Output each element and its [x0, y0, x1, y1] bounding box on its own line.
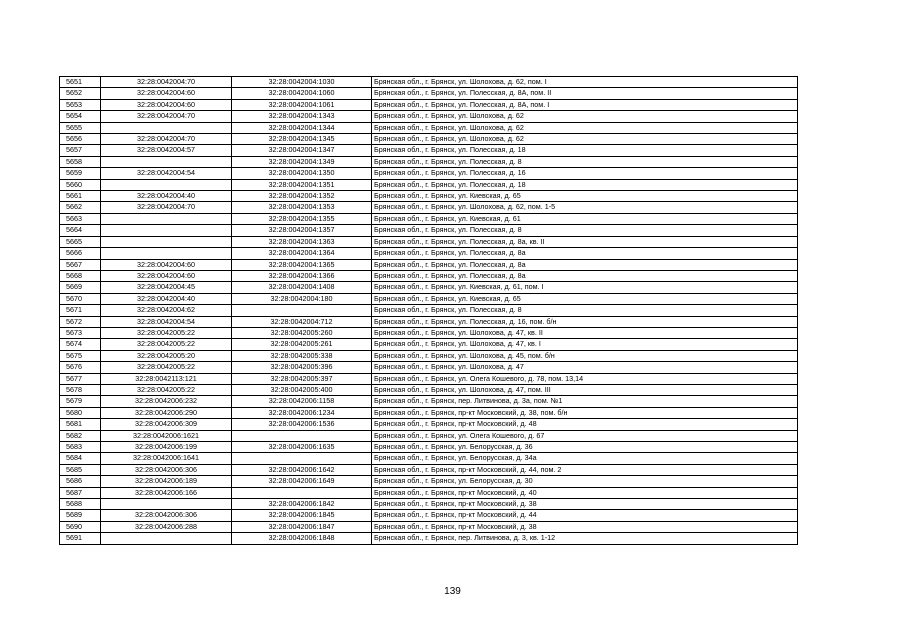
land-cadastral-number-cell: 32:28:0042005:22	[101, 339, 232, 350]
object-cadastral-number-cell: 32:28:0042004:1350	[232, 168, 372, 179]
land-cadastral-number-cell: 32:28:0042006:309	[101, 419, 232, 430]
object-cadastral-number-cell: 32:28:0042006:1635	[232, 442, 372, 453]
object-cadastral-number-cell: 32:28:0042004:1365	[232, 259, 372, 270]
object-cadastral-number-cell: 32:28:0042004:1349	[232, 156, 372, 167]
land-cadastral-number-cell: 32:28:0042006:1621	[101, 430, 232, 441]
land-cadastral-number-cell: 32:28:0042004:60	[101, 99, 232, 110]
land-cadastral-number-cell: 32:28:0042004:54	[101, 316, 232, 327]
address-cell: Брянская обл., г. Брянск, ул. Белорусская, д. 30	[372, 476, 798, 487]
address-cell: Брянская обл., г. Брянск, ул. Полесская, д. 18	[372, 179, 798, 190]
land-cadastral-number-cell	[101, 236, 232, 247]
land-cadastral-number-cell	[101, 248, 232, 259]
page-number: 139	[444, 586, 461, 597]
object-cadastral-number-cell: 32:28:0042006:1649	[232, 476, 372, 487]
row-number-cell: 5686	[60, 476, 101, 487]
land-cadastral-number-cell: 32:28:0042004:70	[101, 111, 232, 122]
row-number-cell: 5673	[60, 327, 101, 338]
table-row	[60, 396, 798, 407]
table-row	[60, 316, 798, 327]
address-cell: Брянская обл., г. Брянск, ул. Шолохова, д. 47, кв. I	[372, 339, 798, 350]
object-cadastral-number-cell: 32:28:0042004:1344	[232, 122, 372, 133]
object-cadastral-number-cell: 32:28:0042004:1363	[232, 236, 372, 247]
address-cell: Брянская обл., г. Брянск, ул. Шолохова, д. 62	[372, 134, 798, 145]
registry-table	[59, 76, 798, 545]
land-cadastral-number-cell: 32:28:0042006:306	[101, 510, 232, 521]
land-cadastral-number-cell: 32:28:0042004:40	[101, 293, 232, 304]
table-row	[60, 510, 798, 521]
object-cadastral-number-cell: 32:28:0042005:396	[232, 362, 372, 373]
row-number-cell: 5658	[60, 156, 101, 167]
table-row	[60, 122, 798, 133]
land-cadastral-number-cell	[101, 225, 232, 236]
row-number-cell: 5665	[60, 236, 101, 247]
object-cadastral-number-cell: 32:28:0042006:1848	[232, 533, 372, 544]
land-cadastral-number-cell: 32:28:0042004:62	[101, 305, 232, 316]
table-row	[60, 305, 798, 316]
land-cadastral-number-cell	[101, 156, 232, 167]
table-row	[60, 362, 798, 373]
land-cadastral-number-cell: 32:28:0042004:60	[101, 270, 232, 281]
address-cell: Брянская обл., г. Брянск, ул. Киевская, д. 61	[372, 213, 798, 224]
land-cadastral-number-cell: 32:28:0042004:60	[101, 88, 232, 99]
object-cadastral-number-cell	[232, 487, 372, 498]
address-cell: Брянская обл., г. Брянск, ул. Полесская, д. 8а	[372, 270, 798, 281]
row-number-cell: 5666	[60, 248, 101, 259]
land-cadastral-number-cell: 32:28:0042004:70	[101, 202, 232, 213]
land-cadastral-number-cell: 32:28:0042004:45	[101, 282, 232, 293]
row-number-cell: 5657	[60, 145, 101, 156]
object-cadastral-number-cell: 32:28:0042006:1536	[232, 419, 372, 430]
row-number-cell: 5662	[60, 202, 101, 213]
row-number-cell: 5689	[60, 510, 101, 521]
table-row	[60, 225, 798, 236]
row-number-cell: 5669	[60, 282, 101, 293]
table-row	[60, 88, 798, 99]
address-cell: Брянская обл., г. Брянск, ул. Полесская, д. 8А, пом. II	[372, 88, 798, 99]
table-row	[60, 430, 798, 441]
table-row	[60, 145, 798, 156]
land-cadastral-number-cell	[101, 499, 232, 510]
object-cadastral-number-cell: 32:28:0042004:1408	[232, 282, 372, 293]
address-cell: Брянская обл., г. Брянск, пр-кт Московский, д. 40	[372, 487, 798, 498]
address-cell: Брянская обл., г. Брянск, ул. Полесская, д. 16, пом. б/н	[372, 316, 798, 327]
table-row	[60, 499, 798, 510]
table-body	[60, 77, 798, 545]
table-row	[60, 373, 798, 384]
row-number-cell: 5683	[60, 442, 101, 453]
row-number-cell: 5664	[60, 225, 101, 236]
object-cadastral-number-cell: 32:28:0042004:1352	[232, 191, 372, 202]
row-number-cell: 5653	[60, 99, 101, 110]
land-cadastral-number-cell: 32:28:0042004:40	[101, 191, 232, 202]
address-cell: Брянская обл., г. Брянск, ул. Полесская, д. 18	[372, 145, 798, 156]
row-number-cell: 5679	[60, 396, 101, 407]
object-cadastral-number-cell: 32:28:0042004:1364	[232, 248, 372, 259]
table-row	[60, 99, 798, 110]
table-row	[60, 282, 798, 293]
address-cell: Брянская обл., г. Брянск, ул. Шолохова, д. 62, пом. I	[372, 77, 798, 88]
table-row	[60, 259, 798, 270]
row-number-cell: 5681	[60, 419, 101, 430]
land-cadastral-number-cell: 32:28:0042004:70	[101, 134, 232, 145]
land-cadastral-number-cell: 32:28:0042004:60	[101, 259, 232, 270]
land-cadastral-number-cell: 32:28:0042006:1641	[101, 453, 232, 464]
address-cell: Брянская обл., г. Брянск, ул. Шолохова, д. 62	[372, 111, 798, 122]
address-cell: Брянская обл., г. Брянск, ул. Киевская, д. 65	[372, 191, 798, 202]
table-row	[60, 179, 798, 190]
address-cell: Брянская обл., г. Брянск, ул. Полесская, д. 8	[372, 305, 798, 316]
object-cadastral-number-cell: 32:28:0042005:260	[232, 327, 372, 338]
object-cadastral-number-cell: 32:28:0042004:1345	[232, 134, 372, 145]
address-cell: Брянская обл., г. Брянск, ул. Шолохова, д. 62, пом. 1-5	[372, 202, 798, 213]
table-row	[60, 202, 798, 213]
row-number-cell: 5656	[60, 134, 101, 145]
land-cadastral-number-cell: 32:28:0042005:22	[101, 362, 232, 373]
address-cell: Брянская обл., г. Брянск, ул. Полесская, д. 16	[372, 168, 798, 179]
table-row	[60, 77, 798, 88]
row-number-cell: 5667	[60, 259, 101, 270]
table-row	[60, 407, 798, 418]
row-number-cell: 5687	[60, 487, 101, 498]
row-number-cell: 5674	[60, 339, 101, 350]
object-cadastral-number-cell: 32:28:0042006:1842	[232, 499, 372, 510]
land-cadastral-number-cell: 32:28:0042004:57	[101, 145, 232, 156]
land-cadastral-number-cell: 32:28:0042006:166	[101, 487, 232, 498]
address-cell: Брянская обл., г. Брянск, ул. Шолохова, д. 47	[372, 362, 798, 373]
land-cadastral-number-cell: 32:28:0042006:288	[101, 521, 232, 532]
table-row	[60, 476, 798, 487]
land-cadastral-number-cell	[101, 533, 232, 544]
table-row	[60, 248, 798, 259]
object-cadastral-number-cell: 32:28:0042006:1845	[232, 510, 372, 521]
address-cell: Брянская обл., г. Брянск, пр-кт Московский, д. 44	[372, 510, 798, 521]
object-cadastral-number-cell: 32:28:0042004:1030	[232, 77, 372, 88]
address-cell: Брянская обл., г. Брянск, пер. Литвинова, д. 3, кв. 1-12	[372, 533, 798, 544]
object-cadastral-number-cell: 32:28:0042004:1357	[232, 225, 372, 236]
table-row	[60, 111, 798, 122]
address-cell: Брянская обл., г. Брянск, пр-кт Московский, д. 44, пом. 2	[372, 464, 798, 475]
land-cadastral-number-cell: 32:28:0042006:199	[101, 442, 232, 453]
row-number-cell: 5685	[60, 464, 101, 475]
table-row	[60, 350, 798, 361]
row-number-cell: 5659	[60, 168, 101, 179]
land-cadastral-number-cell: 32:28:0042004:70	[101, 77, 232, 88]
object-cadastral-number-cell: 32:28:0042004:1060	[232, 88, 372, 99]
address-cell: Брянская обл., г. Брянск, пр-кт Московский, д. 38	[372, 499, 798, 510]
address-cell: Брянская обл., г. Брянск, ул. Олега Кошевого, д. 67	[372, 430, 798, 441]
object-cadastral-number-cell: 32:28:0042005:261	[232, 339, 372, 350]
table-row	[60, 134, 798, 145]
object-cadastral-number-cell	[232, 305, 372, 316]
table-row	[60, 236, 798, 247]
address-cell: Брянская обл., г. Брянск, ул. Белорусская, д. 34а	[372, 453, 798, 464]
object-cadastral-number-cell: 32:28:0042005:397	[232, 373, 372, 384]
address-cell: Брянская обл., г. Брянск, ул. Олега Кошевого, д. 78, пом. 13,14	[372, 373, 798, 384]
address-cell: Брянская обл., г. Брянск, пр-кт Московский, д. 38	[372, 521, 798, 532]
address-cell: Брянская обл., г. Брянск, ул. Полесская, д. 8	[372, 156, 798, 167]
row-number-cell: 5671	[60, 305, 101, 316]
object-cadastral-number-cell: 32:28:0042004:1353	[232, 202, 372, 213]
address-cell: Брянская обл., г. Брянск, ул. Полесская, д. 8а	[372, 248, 798, 259]
table-row	[60, 442, 798, 453]
row-number-cell: 5688	[60, 499, 101, 510]
table-row	[60, 339, 798, 350]
address-cell: Брянская обл., г. Брянск, ул. Полесская, д. 8	[372, 225, 798, 236]
row-number-cell: 5655	[60, 122, 101, 133]
object-cadastral-number-cell: 32:28:0042004:1061	[232, 99, 372, 110]
row-number-cell: 5684	[60, 453, 101, 464]
table-row	[60, 453, 798, 464]
address-cell: Брянская обл., г. Брянск, ул. Полесская, д. 8А, пом. I	[372, 99, 798, 110]
object-cadastral-number-cell	[232, 453, 372, 464]
object-cadastral-number-cell: 32:28:0042004:1366	[232, 270, 372, 281]
address-cell: Брянская обл., г. Брянск, пр-кт Московский, д. 38, пом. б/н	[372, 407, 798, 418]
table-row	[60, 156, 798, 167]
row-number-cell: 5652	[60, 88, 101, 99]
object-cadastral-number-cell: 32:28:0042006:1847	[232, 521, 372, 532]
table-row	[60, 464, 798, 475]
object-cadastral-number-cell: 32:28:0042005:338	[232, 350, 372, 361]
row-number-cell: 5672	[60, 316, 101, 327]
land-cadastral-number-cell	[101, 213, 232, 224]
address-cell: Брянская обл., г. Брянск, пер. Литвинова, д. 3а, пом. №1	[372, 396, 798, 407]
table-row	[60, 191, 798, 202]
address-cell: Брянская обл., г. Брянск, пр-кт Московский, д. 48	[372, 419, 798, 430]
address-cell: Брянская обл., г. Брянск, ул. Полесская, д. 8а, кв. II	[372, 236, 798, 247]
address-cell: Брянская обл., г. Брянск, ул. Киевская, д. 65	[372, 293, 798, 304]
row-number-cell: 5660	[60, 179, 101, 190]
row-number-cell: 5677	[60, 373, 101, 384]
object-cadastral-number-cell: 32:28:0042004:1351	[232, 179, 372, 190]
table-row	[60, 521, 798, 532]
land-cadastral-number-cell: 32:28:0042006:189	[101, 476, 232, 487]
row-number-cell: 5654	[60, 111, 101, 122]
land-cadastral-number-cell: 32:28:0042005:22	[101, 327, 232, 338]
address-cell: Брянская обл., г. Брянск, ул. Шолохова, д. 47, кв. II	[372, 327, 798, 338]
address-cell: Брянская обл., г. Брянск, ул. Полесская, д. 8а	[372, 259, 798, 270]
row-number-cell: 5682	[60, 430, 101, 441]
object-cadastral-number-cell: 32:28:0042004:712	[232, 316, 372, 327]
table-row	[60, 293, 798, 304]
row-number-cell: 5675	[60, 350, 101, 361]
object-cadastral-number-cell	[232, 430, 372, 441]
table-row	[60, 270, 798, 281]
table-row	[60, 327, 798, 338]
row-number-cell: 5690	[60, 521, 101, 532]
row-number-cell: 5676	[60, 362, 101, 373]
address-cell: Брянская обл., г. Брянск, ул. Белорусская, д. 36	[372, 442, 798, 453]
address-cell: Брянская обл., г. Брянск, ул. Шолохова, д. 62	[372, 122, 798, 133]
row-number-cell: 5661	[60, 191, 101, 202]
table-row	[60, 419, 798, 430]
object-cadastral-number-cell: 32:28:0042004:1347	[232, 145, 372, 156]
address-cell: Брянская обл., г. Брянск, ул. Киевская, д. 61, пом. I	[372, 282, 798, 293]
row-number-cell: 5668	[60, 270, 101, 281]
object-cadastral-number-cell: 32:28:0042004:1355	[232, 213, 372, 224]
land-cadastral-number-cell	[101, 179, 232, 190]
address-cell: Брянская обл., г. Брянск, ул. Шолохова, д. 45, пом. б/н	[372, 350, 798, 361]
object-cadastral-number-cell: 32:28:0042004:1343	[232, 111, 372, 122]
object-cadastral-number-cell: 32:28:0042006:1234	[232, 407, 372, 418]
address-cell: Брянская обл., г. Брянск, ул. Шолохова, д. 47, пом. III	[372, 384, 798, 395]
table-row	[60, 384, 798, 395]
land-cadastral-number-cell: 32:28:0042113:121	[101, 373, 232, 384]
row-number-cell: 5670	[60, 293, 101, 304]
object-cadastral-number-cell: 32:28:0042004:180	[232, 293, 372, 304]
table-row	[60, 533, 798, 544]
land-cadastral-number-cell: 32:28:0042006:232	[101, 396, 232, 407]
object-cadastral-number-cell: 32:28:0042006:1642	[232, 464, 372, 475]
row-number-cell: 5680	[60, 407, 101, 418]
row-number-cell: 5678	[60, 384, 101, 395]
row-number-cell: 5651	[60, 77, 101, 88]
table-row	[60, 487, 798, 498]
land-cadastral-number-cell: 32:28:0042004:54	[101, 168, 232, 179]
land-cadastral-number-cell: 32:28:0042006:306	[101, 464, 232, 475]
row-number-cell: 5691	[60, 533, 101, 544]
land-cadastral-number-cell: 32:28:0042005:20	[101, 350, 232, 361]
object-cadastral-number-cell: 32:28:0042006:1158	[232, 396, 372, 407]
land-cadastral-number-cell: 32:28:0042005:22	[101, 384, 232, 395]
row-number-cell: 5663	[60, 213, 101, 224]
land-cadastral-number-cell: 32:28:0042006:290	[101, 407, 232, 418]
land-cadastral-number-cell	[101, 122, 232, 133]
object-cadastral-number-cell: 32:28:0042005:400	[232, 384, 372, 395]
table-row	[60, 168, 798, 179]
table-row	[60, 213, 798, 224]
